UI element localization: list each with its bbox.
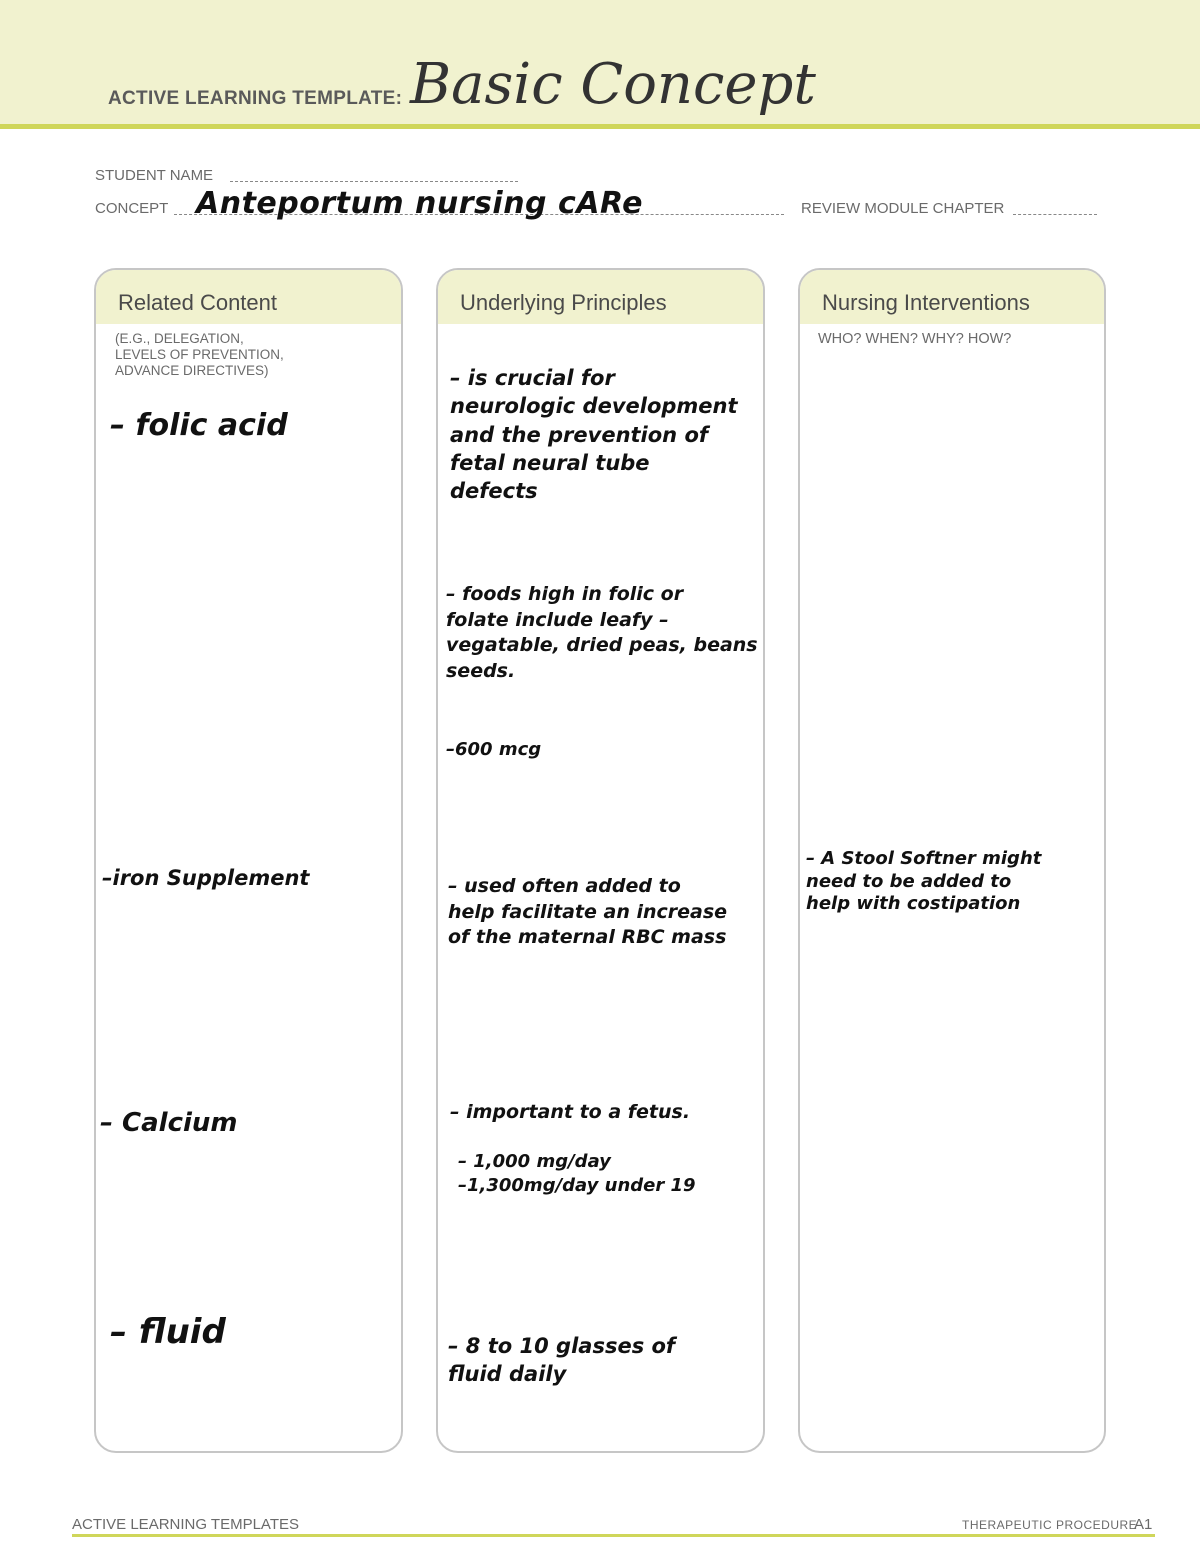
underlying-principles-header: [438, 270, 763, 324]
concept-value: Anteportum nursing cARe: [196, 186, 643, 221]
review-module-field[interactable]: [1013, 214, 1097, 215]
related-entry-fluid: – fluid: [110, 1312, 226, 1352]
principle-folic-dose: –600 mcg: [446, 739, 542, 760]
principle-folic-importance: – is crucial for neurologic development and the prevention of fetal neural tube defects: [450, 366, 738, 504]
nursing-interventions-panel: [798, 268, 1106, 1453]
footer-left-label: ACTIVE LEARNING TEMPLATES: [72, 1516, 299, 1533]
nursing-interventions-title: Nursing Interventions: [822, 290, 1030, 315]
student-name-label: STUDENT NAME: [95, 167, 214, 184]
intervention-stool-softener: – A Stool Softner might need to be added to help with costipation: [806, 848, 1042, 914]
related-entry-calcium: – Calcium: [100, 1108, 238, 1138]
principle-calcium-importance: – important to a fetus.: [450, 1101, 691, 1123]
template-label: ACTIVE LEARNING TEMPLATE:: [108, 88, 403, 109]
related-content-subtitle: (E.G., DELEGATION, LEVELS OF PREVENTION, ADVANCE DIRECTIVES): [115, 331, 284, 378]
nursing-interventions-subtitle: WHO? WHEN? WHY? HOW?: [818, 331, 1012, 347]
related-entry-folic-acid: – folic acid: [110, 408, 288, 443]
template-title: Basic Concept: [410, 52, 816, 117]
underlying-principles-title: Underlying Principles: [460, 290, 667, 315]
review-module-label: REVIEW MODULE CHAPTER: [801, 200, 1005, 217]
related-content-panel: [94, 268, 403, 1453]
footer-rule: [72, 1534, 1155, 1537]
header-rule: [0, 124, 1200, 129]
related-entry-iron: –iron Supplement: [102, 866, 310, 890]
related-content-title: Related Content: [118, 290, 277, 315]
principle-folic-foods: – foods high in folic or folate include leafy – vegatable, dried peas, beans seeds.: [446, 583, 758, 682]
principle-iron-use: – used often added to help facilitate an increase of the maternal RBC mass: [448, 875, 728, 949]
footer-right-label: THERAPEUTIC PROCEDURE: [962, 1518, 1138, 1532]
footer-code: A1: [1134, 1516, 1153, 1533]
nursing-interventions-header: [800, 270, 1104, 324]
principle-calcium-dose: – 1,000 mg/day –1,300mg/day under 19: [458, 1151, 696, 1197]
principle-fluid-intake: – 8 to 10 glasses of fluid daily: [448, 1334, 676, 1387]
underlying-principles-panel: [436, 268, 765, 1453]
student-name-field[interactable]: [230, 181, 518, 182]
concept-label: CONCEPT: [95, 200, 169, 217]
related-content-header: [96, 270, 401, 324]
